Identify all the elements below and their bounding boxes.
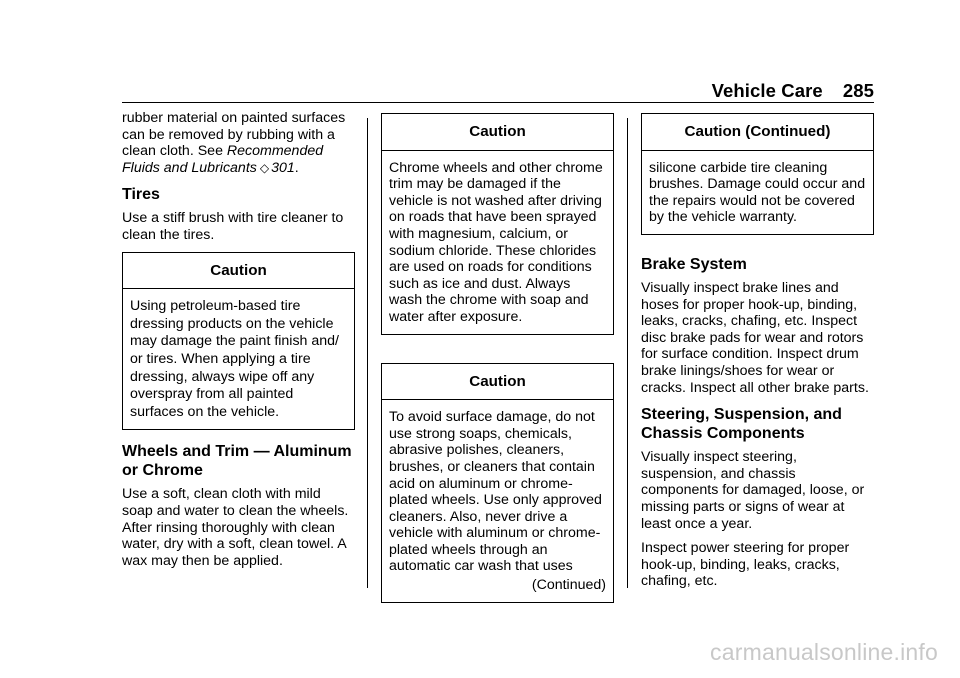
caution-body-text: To avoid surface damage, do not use strong soaps, chemicals, abrasive polishes, cleaners, brushes, or cleaners that contain acid on aluminum or chrome-plated wheels. Use only approved cleaners. Also, never drive a vehicle with aluminum or chrome-plated wheels through an automatic car wash that uses (389, 409, 602, 575)
caution-title: Caution (Continued) (642, 114, 873, 151)
steering-paragraph-2: Inspect power steering for proper hook-up, binding, leaks, cracks, chafing, etc. (641, 540, 850, 590)
steering-heading: Steering, Suspension, and Chassis Components (641, 406, 842, 443)
caution-box-surface-damage (381, 363, 614, 603)
page-ref-icon: ◇ (259, 160, 270, 175)
caution-box-tire-dressing (122, 252, 355, 431)
cross-reference-link[interactable]: Recommended Fluids and Lubricants (122, 143, 324, 176)
wheels-paragraph: Use a soft, clean cloth with mild soap and water to clean the wheels. After rinsing thoroughly with clean water, dry with a soft, clean towel. A wax may then be applied. (122, 486, 349, 569)
caution-title: Caution (382, 114, 613, 151)
intro-text: rubber material on painted surfaces can be removed by rubbing with a clean cloth. See (122, 110, 346, 160)
column-3 (641, 110, 874, 598)
page-header (712, 80, 874, 102)
caution-body: Chrome wheels and other chrome trim may be damaged if the vehicle is not washed after driving on roads that have been sprayed with magnesium, calcium, or sodium chloride. These chlorides are used on roads for conditions such as ice and dust. Always wash the chrome with soap and water after exposure. (389, 159, 603, 325)
brake-heading: Brake System (641, 255, 747, 273)
column-divider-2 (627, 118, 628, 588)
intro-end: . (294, 159, 299, 176)
intro-paragraph (122, 110, 355, 176)
tires-paragraph: Use a stiff brush with tire cleaner to clean the tires. (122, 210, 344, 243)
brake-paragraph: Visually inspect brake lines and hoses for proper hook-up, binding, leaks, cracks, chafing, etc. Inspect disc brake pads for wear and rotors for surface condition. Inspect drum brake linings/shoes for wear or cracks. Inspect all other brake parts. (641, 279, 869, 396)
section-title: Vehicle Care (711, 80, 823, 101)
caution-box-chrome (381, 113, 614, 335)
caution-box-continued (641, 113, 874, 235)
column-divider-1 (367, 118, 368, 588)
column-1 (122, 110, 355, 577)
caution-title: Caution (123, 253, 354, 290)
header-divider (122, 102, 874, 103)
wheels-heading: Wheels and Trim — Aluminum or Chrome (122, 443, 352, 480)
caution-body: Using petroleum-based tire dressing products on the vehicle may damage the paint finish and/ or tires. When applying a tire dressing, always wipe off any overspray from all painted surfaces on the vehicle. (130, 298, 340, 420)
caution-title: Caution (382, 364, 613, 401)
caution-body: silicone carbide tire cleaning brushes. Damage could occur and the repairs would not be covered by the vehicle warranty. (649, 159, 866, 226)
watermark: carmanualsonline.info (710, 639, 938, 665)
page-number: 285 (842, 80, 874, 101)
caution-body (382, 400, 613, 602)
continued-label: (Continued) (531, 577, 606, 594)
cross-reference-page[interactable]: 301 (271, 159, 295, 176)
steering-paragraph-1: Visually inspect steering, suspension, and chassis components for damaged, loose, or missing parts or signs of wear at least once a year. (641, 449, 865, 532)
column-2 (381, 110, 614, 615)
tires-heading: Tires (122, 186, 160, 204)
